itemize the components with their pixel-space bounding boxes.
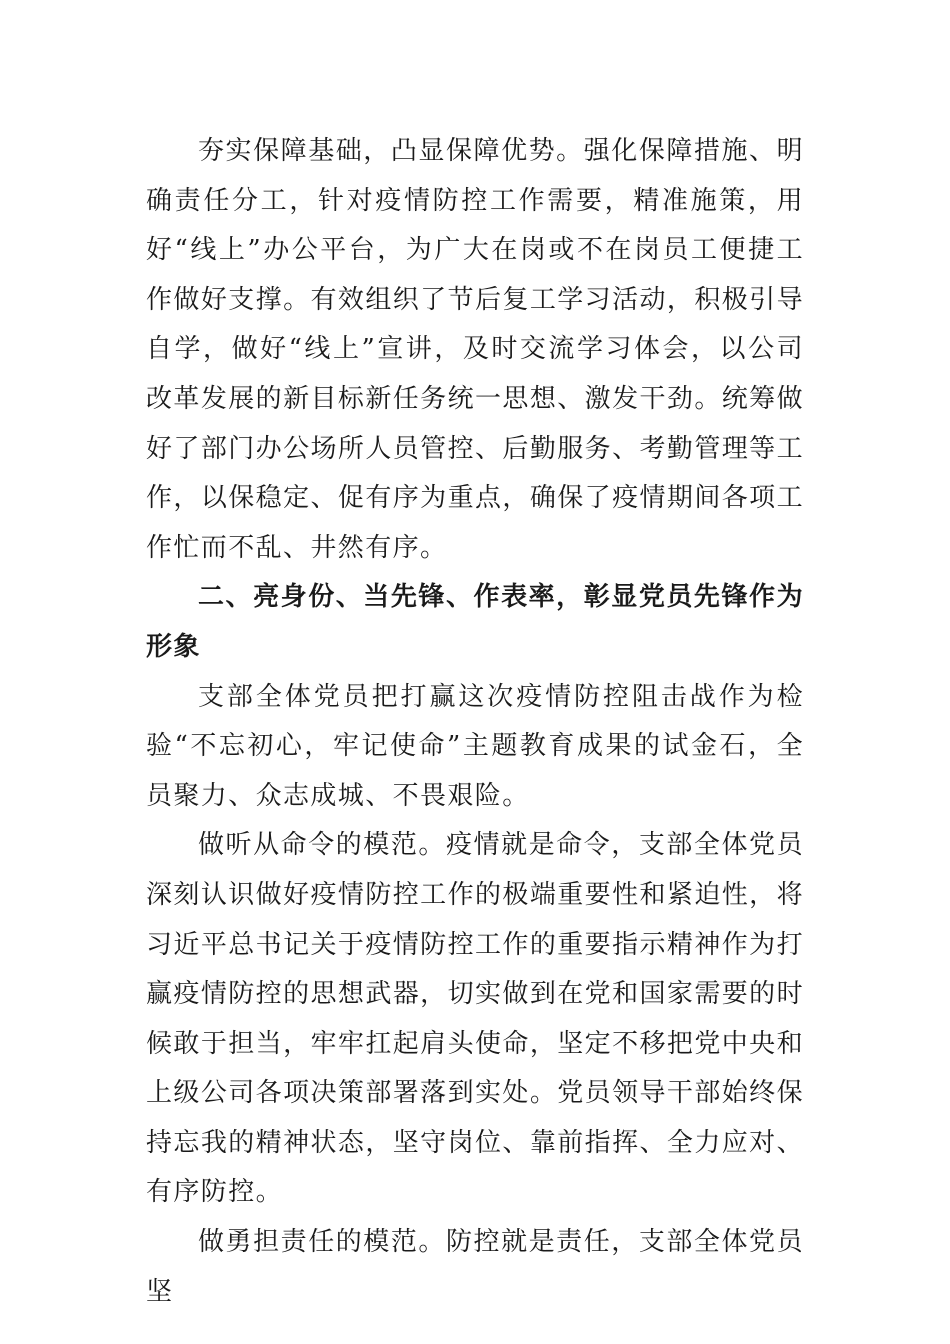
paragraph-party-members: 支部全体党员把打赢这次疫情防控阻击战作为检验“不忘初心，牢记使命”主题教育成果的试金石，全员聚力、众志成城、不畏艰险。 bbox=[146, 681, 804, 811]
document-body bbox=[146, 127, 804, 1317]
paragraph-take-responsibility: 做勇担责任的模范。防控就是责任，支部全体党员坚 bbox=[146, 1227, 804, 1307]
section-heading-two: 二、亮身份、当先锋、作表率，彰显党员先锋作为形象 bbox=[146, 582, 804, 662]
paragraph-obey-orders: 做听从命令的模范。疫情就是命令，支部全体党员深刻认识做好疫情防控工作的极端重要性和紧迫性，将习近平总书记关于疫情防控工作的重要指示精神作为打赢疫情防控的思想武器，切实做到在党和国家需要的时候敢于担当，牢牢扛起肩头使命，坚定不移把党中央和上级公司各项决策部署落到实处。党员领导干部始终保持忘我的精神状态，坚守岗位、靠前指挥、全力应对、有序防控。 bbox=[146, 830, 804, 1208]
paragraph-support-foundation: 夯实保障基础，凸显保障优势。强化保障措施、明确责任分工，针对疫情防控工作需要，精准施策，用好“线上”办公平台，为广大在岗或不在岗员工便捷工作做好支撑。有效组织了节后复工学习活动，积极引导自学，做好“线上”宣讲，及时交流学习体会，以公司改革发展的新目标新任务统一思想、激发干劲。统筹做好了部门办公场所人员管控、后勤服务、考勤管理等工作，以保稳定、促有序为重点，确保了疫情期间各项工作忙而不乱、井然有序。 bbox=[146, 136, 804, 563]
